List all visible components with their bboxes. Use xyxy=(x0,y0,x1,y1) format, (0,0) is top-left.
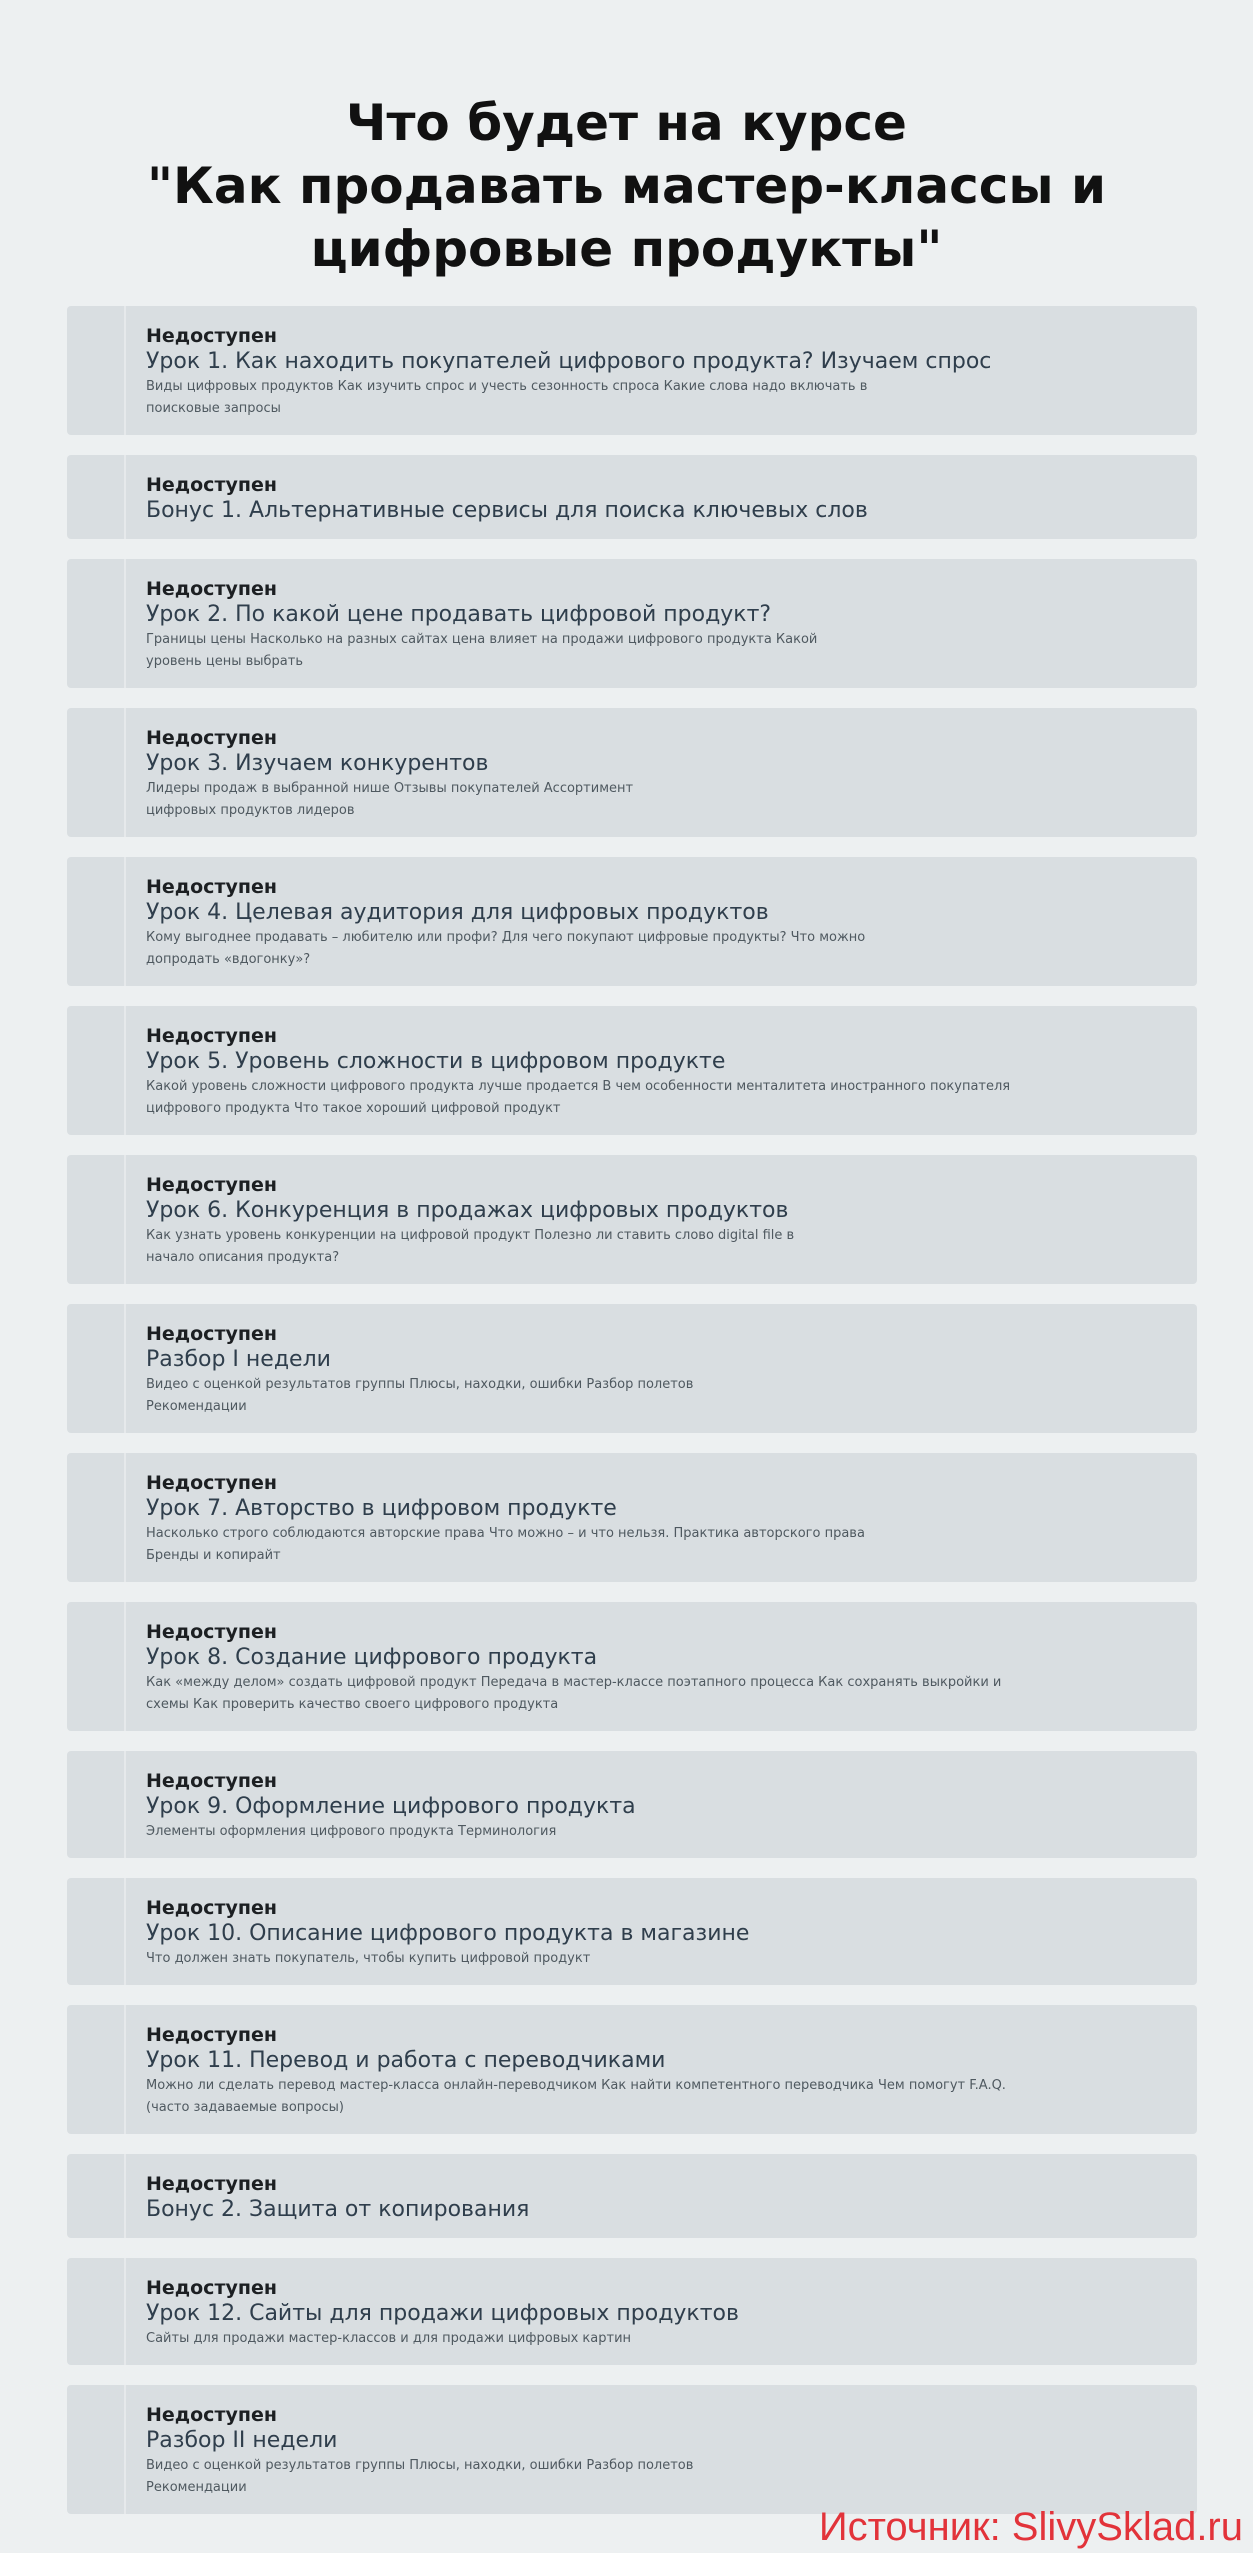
lesson-item[interactable] xyxy=(67,1453,1197,1582)
lesson-status: Недоступен xyxy=(146,1025,277,1047)
lesson-gutter xyxy=(124,559,126,688)
lesson-title: Урок 8. Создание цифрового продукта xyxy=(146,1645,598,1670)
lesson-gutter xyxy=(124,2385,126,2514)
lesson-description: Лидеры продаж в выбранной нише Отзывы покупателей Ассортимент цифровых продуктов лидеров xyxy=(146,781,634,818)
lesson-title: Разбор I недели xyxy=(146,1347,331,1372)
lesson-status: Недоступен xyxy=(146,2277,277,2299)
lesson-gutter xyxy=(124,857,126,986)
lesson-item[interactable] xyxy=(67,1878,1197,1985)
lesson-description: Что должен знать покупатель, чтобы купить цифровой продукт xyxy=(146,1951,591,1966)
page-title-line-2: "Как продавать мастер-классы и xyxy=(146,156,1107,215)
lesson-gutter xyxy=(124,1453,126,1582)
lesson-gutter xyxy=(124,2005,126,2134)
lesson-gutter xyxy=(124,1602,126,1731)
lesson-title: Бонус 2. Защита от копирования xyxy=(146,2197,530,2222)
lesson-item[interactable] xyxy=(67,1304,1197,1433)
lesson-title: Урок 9. Оформление цифрового продукта xyxy=(146,1794,636,1819)
lesson-status: Недоступен xyxy=(146,578,277,600)
lesson-gutter xyxy=(124,1878,126,1985)
lesson-gutter xyxy=(124,708,126,837)
lesson-item[interactable] xyxy=(67,2005,1197,2134)
lesson-title: Урок 10. Описание цифрового продукта в магазине xyxy=(146,1921,750,1946)
page-title xyxy=(0,92,1253,281)
lesson-description: Элементы оформления цифрового продукта Терминология xyxy=(146,1824,557,1839)
lesson-gutter xyxy=(124,1751,126,1858)
lesson-title: Урок 3. Изучаем конкурентов xyxy=(146,751,489,776)
lesson-description: Границы цены Насколько на разных сайтах цена влияет на продажи цифрового продукта Какой уровень цены выбрать xyxy=(146,632,818,669)
lesson-description: Кому выгоднее продавать – любителю или профи? Для чего покупают цифровые продукты? Что можно допродать «вдогонку»? xyxy=(146,930,866,967)
lesson-title: Разбор II недели xyxy=(146,2428,338,2453)
lesson-description: Видео с оценкой результатов группы Плюсы, находки, ошибки Разбор полетов Рекомендации xyxy=(146,2458,694,2495)
lesson-description: Виды цифровых продуктов Как изучить спрос и учесть сезонность спроса Какие слова надо включать в поисковые запросы xyxy=(146,379,868,416)
lesson-title: Урок 11. Перевод и работа с переводчиками xyxy=(146,2048,666,2073)
lesson-gutter xyxy=(124,306,126,435)
lesson-status: Недоступен xyxy=(146,1897,277,1919)
lesson-item[interactable] xyxy=(67,455,1197,539)
lesson-item[interactable] xyxy=(67,1602,1197,1731)
page-title-line-1: Что будет на курсе xyxy=(346,93,907,152)
lesson-item[interactable] xyxy=(67,1751,1197,1858)
lesson-gutter xyxy=(124,1006,126,1135)
lesson-status: Недоступен xyxy=(146,2404,277,2426)
source-watermark: Источник: SlivySklad.ru xyxy=(818,2505,1243,2549)
lesson-status: Недоступен xyxy=(146,1472,277,1494)
lesson-description: Какой уровень сложности цифрового продукта лучше продается В чем особенности менталитета иностранного покупателя цифрового продукта Что такое хороший цифровой продукт xyxy=(146,1079,1011,1116)
lesson-item[interactable] xyxy=(67,1006,1197,1135)
lesson-description: Сайты для продажи мастер-классов и для продажи цифровых картин xyxy=(146,2331,632,2346)
lesson-item[interactable] xyxy=(67,1155,1197,1284)
lesson-description: Как «между делом» создать цифровой продукт Передача в мастер-классе поэтапного процесса Как сохранять выкройки и схемы Как проверить качество своего цифрового продукта xyxy=(146,1675,1002,1712)
lesson-item[interactable] xyxy=(67,708,1197,837)
lesson-description: Можно ли сделать перевод мастер-класса онлайн-переводчиком Как найти компетентного переводчика Чем помогут F.A.Q. (часто задаваемые вопросы) xyxy=(146,2078,1006,2115)
lesson-status: Недоступен xyxy=(146,1770,277,1792)
lesson-list xyxy=(67,306,1197,2534)
lesson-title: Урок 5. Уровень сложности в цифровом продукте xyxy=(146,1049,726,1074)
lesson-description: Видео с оценкой результатов группы Плюсы, находки, ошибки Разбор полетов Рекомендации xyxy=(146,1377,694,1414)
lesson-gutter xyxy=(124,455,126,539)
lesson-gutter xyxy=(124,1155,126,1284)
lesson-title: Бонус 1. Альтернативные сервисы для поиска ключевых слов xyxy=(146,498,868,523)
lesson-status: Недоступен xyxy=(146,1174,277,1196)
lesson-status: Недоступен xyxy=(146,2024,277,2046)
page-title-line-3: цифровые продукты" xyxy=(310,219,943,278)
lesson-title: Урок 4. Целевая аудитория для цифровых продуктов xyxy=(146,900,769,925)
lesson-status: Недоступен xyxy=(146,727,277,749)
lesson-gutter xyxy=(124,2154,126,2238)
lesson-item[interactable] xyxy=(67,857,1197,986)
lesson-title: Урок 7. Авторство в цифровом продукте xyxy=(146,1496,617,1521)
lesson-status: Недоступен xyxy=(146,876,277,898)
lesson-item[interactable] xyxy=(67,306,1197,435)
lesson-gutter xyxy=(124,2258,126,2365)
lesson-item[interactable] xyxy=(67,559,1197,688)
lesson-item[interactable] xyxy=(67,2258,1197,2365)
lesson-title: Урок 2. По какой цене продавать цифровой продукт? xyxy=(146,602,772,627)
lesson-title: Урок 6. Конкуренция в продажах цифровых продуктов xyxy=(146,1198,789,1223)
lesson-status: Недоступен xyxy=(146,474,277,496)
lesson-status: Недоступен xyxy=(146,325,277,347)
lesson-title: Урок 12. Сайты для продажи цифровых продуктов xyxy=(146,2301,739,2326)
lesson-status: Недоступен xyxy=(146,1323,277,1345)
lesson-description: Как узнать уровень конкуренции на цифровой продукт Полезно ли ставить слово digital file в начало описания продукта? xyxy=(146,1228,795,1265)
lesson-status: Недоступен xyxy=(146,1621,277,1643)
lesson-item[interactable] xyxy=(67,2385,1197,2514)
lesson-item[interactable] xyxy=(67,2154,1197,2238)
lesson-title: Урок 1. Как находить покупателей цифрового продукта? Изучаем спрос xyxy=(146,349,992,374)
lesson-gutter xyxy=(124,1304,126,1433)
lesson-status: Недоступен xyxy=(146,2173,277,2195)
lesson-description: Насколько строго соблюдаются авторские права Что можно – и что нельзя. Практика авторского права Бренды и копирайт xyxy=(146,1526,865,1563)
